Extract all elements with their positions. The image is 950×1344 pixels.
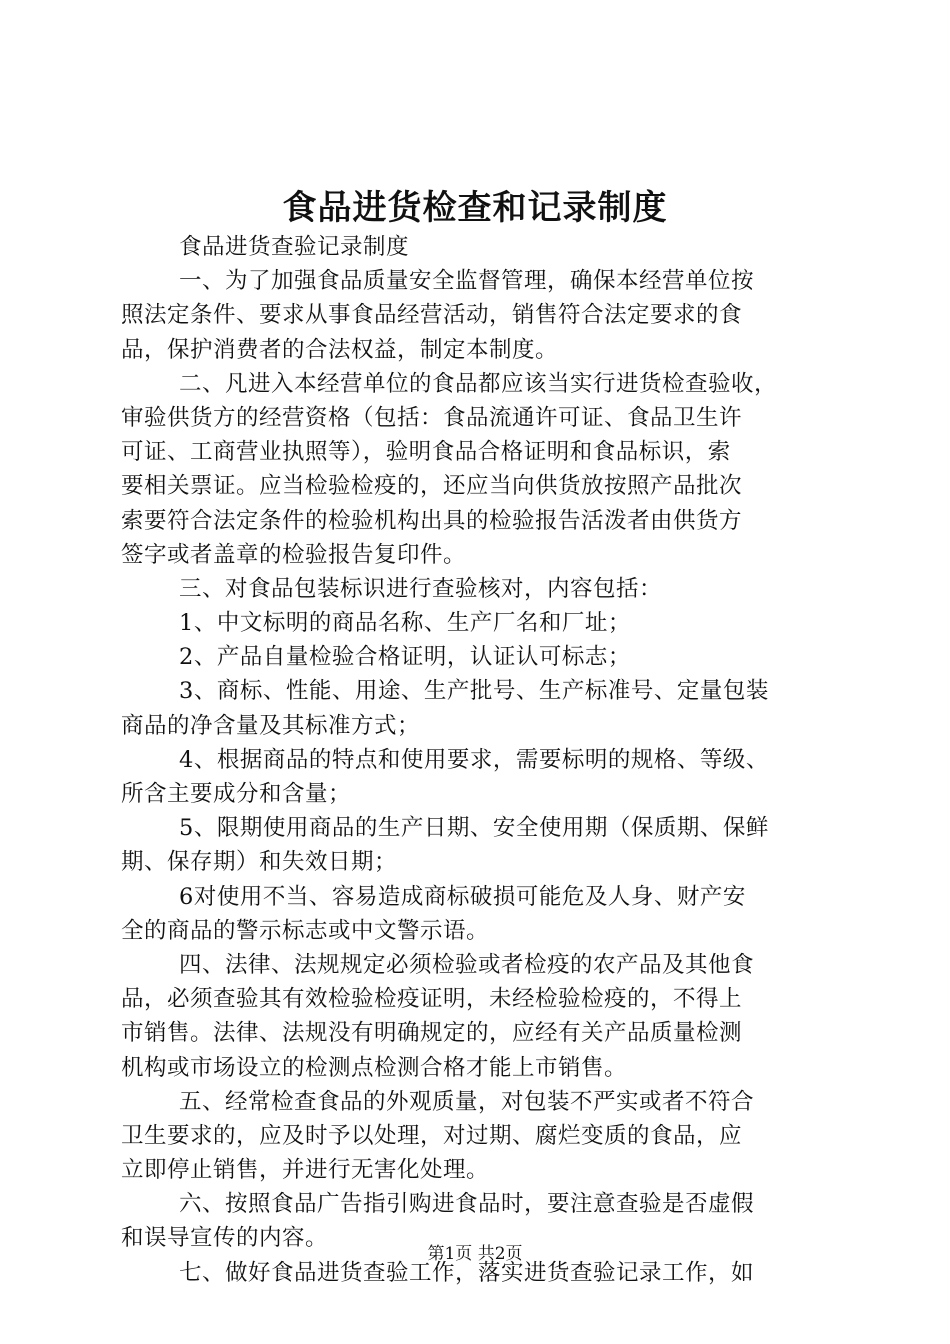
text-line: 卫生要求的，应及时予以处理，对过期、腐烂变质的食品，应: [121, 1122, 743, 1149]
text-line: 市销售。法律、法规没有明确规定的，应经有关产品质量检测: [121, 1020, 743, 1047]
text-line: 索要符合法定条件的检验机构出具的检验报告活泼者由供货方: [121, 507, 743, 534]
text-line: 所含主要成分和含量；: [121, 781, 352, 807]
text-line: 和误导宣传的内容。: [121, 1225, 329, 1252]
text-line: 五、经常检查食品的外观质量，对包装不严实或者不符合: [179, 1088, 755, 1115]
text-line: 四、法律、法规规定必须检验或者检疫的农产品及其他食: [179, 951, 755, 978]
text-line: 4、根据商品的特点和使用要求，需要标明的规格、等级、: [179, 746, 769, 773]
document-body: [121, 230, 831, 1290]
text-line: 全的商品的警示标志或中文警示语。: [121, 917, 490, 944]
text-line: 1、中文标明的商品名称、生产厂名和厂址；: [179, 610, 631, 637]
text-line: 食品进货查验记录制度: [179, 234, 410, 260]
text-line: 5、限期使用商品的生产日期、安全使用期（保质期、保鲜: [179, 815, 769, 842]
text-line: 照法定条件、要求从事食品经营活动，销售符合法定要求的食: [121, 302, 743, 329]
document-title: 食品进货检查和记录制度: [282, 188, 668, 228]
text-line: 3、商标、性能、用途、生产批号、生产标准号、定量包装: [179, 678, 769, 705]
text-line: 机构或市场设立的检测点检测合格才能上市销售。: [121, 1054, 628, 1081]
text-line: 品，保护消费者的合法权益，制定本制度。: [121, 336, 559, 363]
text-line: 期、保存期）和失效日期；: [121, 849, 398, 876]
text-line: 六、按照食品广告指引购进食品时，要注意查验是否虚假: [179, 1191, 755, 1218]
text-line: 审验供货方的经营资格（包括：食品流通许可证、食品卫生许: [121, 404, 743, 431]
page-footer: 第1页 共2页: [427, 1244, 523, 1264]
text-line: 立即停止销售，并进行无害化处理。: [121, 1157, 490, 1184]
text-line: 品，必须查验其有效检验检疫证明，未经检验检疫的，不得上: [121, 986, 743, 1013]
text-line: 6对使用不当、容易造成商标破损可能危及人身、财产安: [179, 883, 746, 910]
text-line: 可证、工商营业执照等），验明食品合格证明和食品标识，索: [121, 439, 731, 466]
text-line: 一、为了加强食品质量安全监督管理，确保本经营单位按: [179, 268, 755, 295]
text-line: 签字或者盖章的检验报告复印件。: [121, 541, 467, 568]
text-line: 三、对食品包装标识进行查验核对，内容包括：: [179, 575, 663, 602]
text-line: 商品的净含量及其标准方式；: [121, 712, 421, 739]
text-line: 要相关票证。应当检验检疫的，还应当向供货放按照产品批次: [121, 473, 743, 500]
text-line: 二、凡进入本经营单位的食品都应该当实行进货检查验收，: [179, 370, 778, 397]
text-line: 七、做好食品进货查验工作，落实进货查验记录工作，如: [179, 1259, 755, 1286]
text-line: 2、产品自量检验合格证明，认证认可标志；: [179, 644, 631, 671]
